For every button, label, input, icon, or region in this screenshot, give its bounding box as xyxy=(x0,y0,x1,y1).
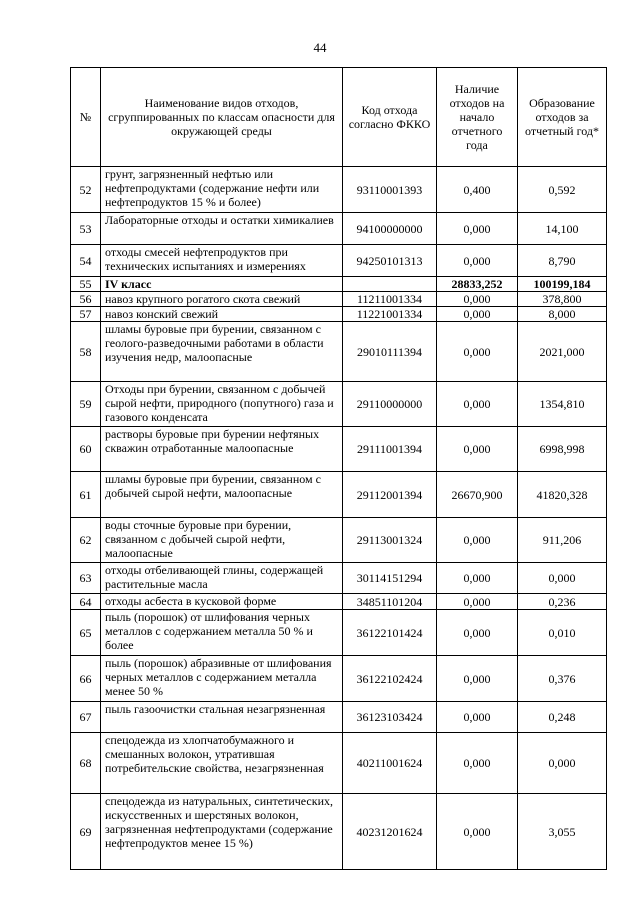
row-formation: 100199,184 xyxy=(518,277,607,292)
row-code: 29111001394 xyxy=(343,427,437,472)
row-code: 40231201624 xyxy=(343,794,437,870)
row-name: отходы асбеста в кусковой форме xyxy=(101,594,343,610)
row-num: 65 xyxy=(71,610,101,656)
row-code: 29010111394 xyxy=(343,322,437,382)
row-num: 54 xyxy=(71,245,101,277)
row-code xyxy=(343,277,437,292)
row-code: 36123103424 xyxy=(343,702,437,733)
row-name: Отходы при бурении, связанном с добычей сырой нефти, природного (попутного) газа и газового конденсата xyxy=(101,382,343,427)
row-code: 11211001334 xyxy=(343,292,437,307)
row-formation: 41820,328 xyxy=(518,472,607,518)
row-num: 61 xyxy=(71,472,101,518)
row-num: 68 xyxy=(71,733,101,794)
table-row xyxy=(71,307,607,322)
header-code: Код отхода согласно ФККО xyxy=(343,68,437,167)
table-row xyxy=(71,610,607,656)
row-num: 58 xyxy=(71,322,101,382)
row-num: 53 xyxy=(71,213,101,245)
row-num: 56 xyxy=(71,292,101,307)
row-formation: 2021,000 xyxy=(518,322,607,382)
table-row xyxy=(71,322,607,382)
row-name: грунт, загрязненный нефтью или нефтепродуктами (содержание нефти или нефтепродуктов 15 % и более) xyxy=(101,167,343,213)
row-formation: 8,790 xyxy=(518,245,607,277)
row-availability: 0,400 xyxy=(437,167,518,213)
row-num: 62 xyxy=(71,518,101,563)
row-name: IV класс xyxy=(101,277,343,292)
row-num: 64 xyxy=(71,594,101,610)
table-row xyxy=(71,167,607,213)
row-num: 67 xyxy=(71,702,101,733)
header-num: № xyxy=(71,68,101,167)
row-formation: 1354,810 xyxy=(518,382,607,427)
row-availability: 0,000 xyxy=(437,518,518,563)
row-availability: 0,000 xyxy=(437,563,518,594)
row-availability: 0,000 xyxy=(437,702,518,733)
row-num: 55 xyxy=(71,277,101,292)
row-formation: 8,000 xyxy=(518,307,607,322)
table-row xyxy=(71,794,607,870)
row-availability: 0,000 xyxy=(437,733,518,794)
row-availability: 0,000 xyxy=(437,427,518,472)
row-name: отходы смесей нефтепродуктов при технических испытаниях и измерениях xyxy=(101,245,343,277)
row-formation: 0,236 xyxy=(518,594,607,610)
row-name: Лабораторные отходы и остатки химикалиев xyxy=(101,213,343,245)
row-name: спецодежда из хлопчатобумажного и смешанных волокон, утратившая потребительские свойства, незагрязненная xyxy=(101,733,343,794)
row-formation: 911,206 xyxy=(518,518,607,563)
row-availability: 0,000 xyxy=(437,245,518,277)
row-code: 40211001624 xyxy=(343,733,437,794)
table-row xyxy=(71,733,607,794)
row-availability: 26670,900 xyxy=(437,472,518,518)
table-row xyxy=(71,594,607,610)
row-num: 66 xyxy=(71,656,101,702)
table-row xyxy=(71,213,607,245)
row-name: воды сточные буровые при бурении, связанном с добычей сырой нефти, малоопасные xyxy=(101,518,343,563)
row-name: шламы буровые при бурении, связанном с геолого-разведочными работами в области изучения недр, малоопасные xyxy=(101,322,343,382)
row-name: спецодежда из натуральных, синтетических, искусственных и шерстяных волокон, загрязненная нефтепродуктами (содержание нефтепродуктов менее 15 %) xyxy=(101,794,343,870)
row-code: 94250101313 xyxy=(343,245,437,277)
row-num: 60 xyxy=(71,427,101,472)
row-num: 52 xyxy=(71,167,101,213)
row-num: 59 xyxy=(71,382,101,427)
row-code: 29113001324 xyxy=(343,518,437,563)
row-availability: 0,000 xyxy=(437,794,518,870)
row-code: 36122102424 xyxy=(343,656,437,702)
table-header-row xyxy=(71,68,607,167)
row-name: навоз конский свежий xyxy=(101,307,343,322)
row-availability: 0,000 xyxy=(437,213,518,245)
row-formation: 6998,998 xyxy=(518,427,607,472)
row-availability: 0,000 xyxy=(437,610,518,656)
row-availability: 0,000 xyxy=(437,382,518,427)
row-formation: 0,000 xyxy=(518,733,607,794)
row-formation: 0,000 xyxy=(518,563,607,594)
row-code: 11221001334 xyxy=(343,307,437,322)
row-formation: 0,592 xyxy=(518,167,607,213)
table-row xyxy=(71,656,607,702)
row-name: пыль (порошок) абразивные от шлифования черных металлов с содержанием металла менее 50 % xyxy=(101,656,343,702)
row-availability: 0,000 xyxy=(437,292,518,307)
row-code: 29112001394 xyxy=(343,472,437,518)
table-row xyxy=(71,563,607,594)
table-row xyxy=(71,472,607,518)
row-num: 63 xyxy=(71,563,101,594)
row-availability: 28833,252 xyxy=(437,277,518,292)
header-name: Наименование видов отходов, сгруппированных по классам опасности для окружающей среды xyxy=(101,68,343,167)
row-formation: 0,010 xyxy=(518,610,607,656)
row-name: навоз крупного рогатого скота свежий xyxy=(101,292,343,307)
table-row xyxy=(71,245,607,277)
table-row xyxy=(71,518,607,563)
row-code: 34851101204 xyxy=(343,594,437,610)
table-row xyxy=(71,382,607,427)
row-code: 93110001393 xyxy=(343,167,437,213)
row-formation: 3,055 xyxy=(518,794,607,870)
table-row xyxy=(71,702,607,733)
table-row xyxy=(71,292,607,307)
header-availability: Наличие отходов на начало отчетного года xyxy=(437,68,518,167)
row-name: отходы отбеливающей глины, содержащей растительные масла xyxy=(101,563,343,594)
row-availability: 0,000 xyxy=(437,656,518,702)
row-availability: 0,000 xyxy=(437,322,518,382)
row-name: пыль газоочистки стальная незагрязненная xyxy=(101,702,343,733)
row-code: 36122101424 xyxy=(343,610,437,656)
row-formation: 14,100 xyxy=(518,213,607,245)
row-availability: 0,000 xyxy=(437,594,518,610)
row-code: 29110000000 xyxy=(343,382,437,427)
row-name: растворы буровые при бурении нефтяных скважин отработанные малоопасные xyxy=(101,427,343,472)
page-number: 44 xyxy=(313,40,327,55)
row-formation: 0,376 xyxy=(518,656,607,702)
row-code: 94100000000 xyxy=(343,213,437,245)
row-formation: 378,800 xyxy=(518,292,607,307)
row-name: шламы буровые при бурении, связанном с добычей сырой нефти, малоопасные xyxy=(101,472,343,518)
table-row xyxy=(71,427,607,472)
row-code: 30114151294 xyxy=(343,563,437,594)
row-formation: 0,248 xyxy=(518,702,607,733)
row-name: пыль (порошок) от шлифования черных металлов с содержанием металла 50 % и более xyxy=(101,610,343,656)
row-num: 69 xyxy=(71,794,101,870)
row-availability: 0,000 xyxy=(437,307,518,322)
header-formation: Образование отходов за отчетный год* xyxy=(518,68,607,167)
waste-table xyxy=(70,67,607,870)
row-num: 57 xyxy=(71,307,101,322)
table-row xyxy=(71,277,607,292)
